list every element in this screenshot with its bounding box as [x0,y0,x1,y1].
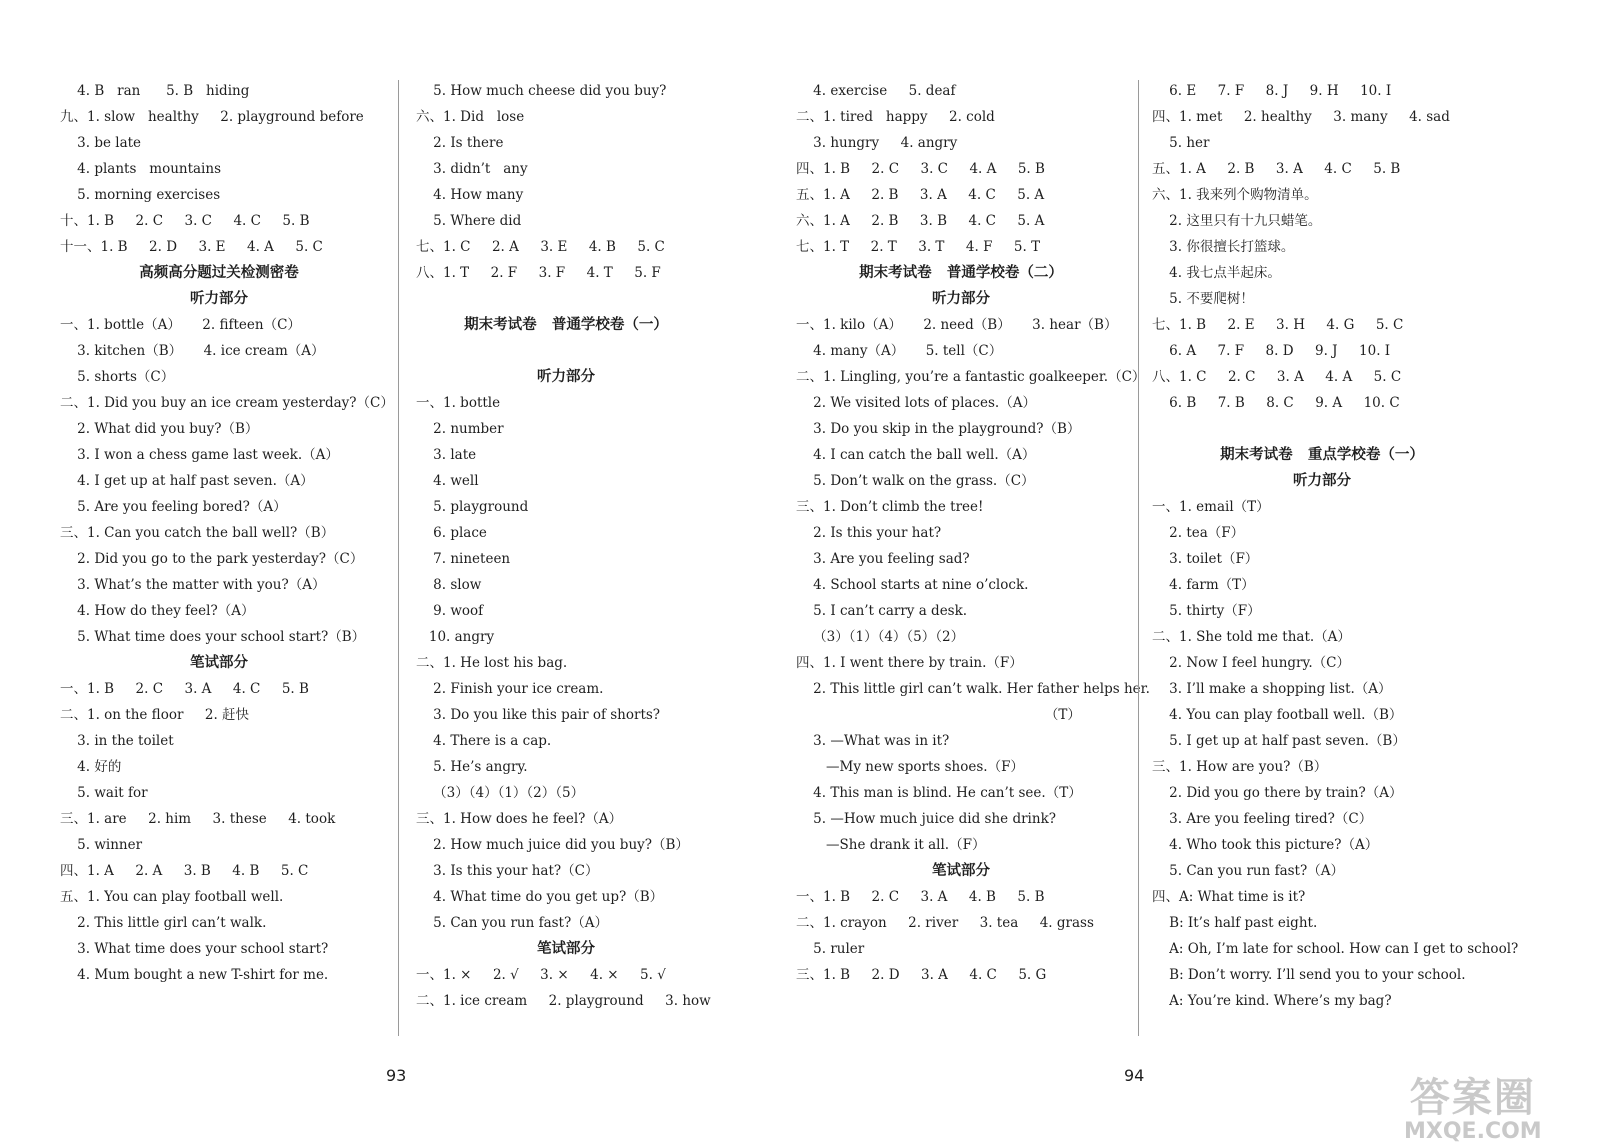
answer-line: 7. nineteen [416,551,511,567]
answer-line: 3. Is this your hat?（C） [416,863,599,879]
answer-line: 5. wait for [60,785,148,801]
answer-line: 5. shorts（C） [60,369,175,385]
answer-line: 3. What’s the matter with you?（A） [60,577,326,593]
answer-line: 五、1. A 2. B 3. A 4. C 5. B [1152,161,1401,177]
answer-line: 十、1. B 2. C 3. C 4. C 5. B [60,213,310,229]
answer-line: 2. Now I feel hungry.（C） [1152,655,1350,671]
answer-line: 二、1. He lost his bag. [416,655,568,671]
answer-line: 4. B ran 5. B hiding [60,83,250,99]
answer-line: 二、1. crayon 2. river 3. tea 4. grass [796,915,1094,931]
answer-line: 5. Are you feeling bored?（A） [60,499,287,515]
answer-line: 一、1. kilo（A） 2. need（B） 3. hear（B） [796,317,1118,333]
answer-line: 4. This man is blind. He can’t see.（T） [796,785,1082,801]
answer-line: 2. What did you buy?（B） [60,421,259,437]
answer-line: 4. How many [416,187,524,203]
answer-line: 一、1. B 2. C 3. A 4. B 5. B [796,889,1045,905]
answer-line: 四、1. I went there by train.（F） [796,655,1023,671]
answer-line: 三、1. are 2. him 3. these 4. took [60,811,336,827]
section-heading: 听力部分 [932,290,990,307]
answer-line: 2. Did you go to the park yesterday?（C） [60,551,364,567]
answer-line [416,338,716,364]
answer-line: 5. Where did [416,213,522,229]
answer-line: 3. Are you feeling tired?（C） [1152,811,1373,827]
answer-line: 3. in the toilet [60,733,174,749]
answer-line: A: You’re kind. Where’s my bag? [1152,993,1392,1009]
answer-line: 四、A: What time is it? [1152,889,1306,905]
answer-line: 二、1. on the floor 2. 赶快 [60,707,250,723]
answer-line: —My new sports shoes.（F） [796,759,1024,775]
answer-line: 4. 我七点半起床。 [1152,265,1281,281]
answer-line: 六、1. 我来列个购物清单。 [1152,187,1318,203]
section-heading: 笔试部分 [932,862,990,879]
section-heading: 听力部分 [537,368,595,385]
answer-line: 4. I get up at half past seven.（A） [60,473,314,489]
answer-line: 八、1. T 2. F 3. F 4. T 5. F [416,265,661,281]
answer-line: 六、1. Did lose [416,109,525,125]
answer-line: 4. Who took this picture?（A） [1152,837,1379,853]
answer-line: 4. 好的 [60,759,122,775]
answer-line: 2. 这里只有十九只蜡笔。 [1152,213,1322,229]
answer-column-1 [60,78,394,988]
section-heading: 高频高分题过关检测密卷 [139,264,299,281]
answer-line: 2. This little girl can’t walk. Her father helps her. [796,681,1150,697]
answer-line: 4. You can play football well.（B） [1152,707,1403,723]
answer-line: A: Oh, I’m late for school. How can I get to school? [1152,941,1519,957]
answer-column-4 [1152,78,1519,1014]
answer-line: 2. We visited lots of places.（A） [796,395,1036,411]
answer-line: 5. Don’t walk on the grass.（C） [796,473,1035,489]
answer-line: 2. tea（F） [1152,525,1245,541]
answer-line [1152,416,1492,442]
answer-line: 5. —How much juice did she drink? [796,811,1056,827]
section-heading: 笔试部分 [537,940,595,957]
answer-line: 2. How much juice did you buy?（B） [416,837,689,853]
answer-line: 4. exercise 5. deaf [796,83,956,99]
answer-line: 2. Did you go there by train?（A） [1152,785,1403,801]
answer-line: （3）（4）（1）（2）（5） [416,785,585,801]
answer-line: 5. I can’t carry a desk. [796,603,968,619]
answer-line: 8. slow [416,577,482,593]
answer-line: 3. toilet（F） [1152,551,1259,567]
answer-line: 5. He’s angry. [416,759,528,775]
answer-line: 四、1. met 2. healthy 3. many 4. sad [1152,109,1450,125]
watermark-logo [1404,1076,1542,1144]
answer-line: 2. Is this your hat? [796,525,942,541]
answer-line: 6. B 7. B 8. C 9. A 10. C [1152,395,1400,411]
answer-line: 五、1. A 2. B 3. A 4. C 5. A [796,187,1045,203]
answer-line: 四、1. A 2. A 3. B 4. B 5. C [60,863,309,879]
answer-line: 三、1. How does he feel?（A） [416,811,623,827]
answer-line: 5. morning exercises [60,187,221,203]
answer-line: 一、1. B 2. C 3. A 4. C 5. B [60,681,309,697]
answer-line: 五、1. You can play football well. [60,889,284,905]
answer-line: 5. I get up at half past seven.（B） [1152,733,1406,749]
answer-line: 2. number [416,421,504,437]
column-divider [1138,80,1139,1036]
answer-line: 4. plants mountains [60,161,221,177]
answer-line: 3. Do you skip in the playground?（B） [796,421,1081,437]
answer-line: 七、1. C 2. A 3. E 4. B 5. C [416,239,665,255]
answer-line: 2. This little girl can’t walk. [60,915,267,931]
answer-line: 5. ruler [796,941,865,957]
answer-line: 3. late [416,447,477,463]
answer-line: 5. her [1152,135,1210,151]
answer-line: 二、1. Lingling, you’re a fantastic goalkeeper.（C） [796,369,1146,385]
answer-line: 三、1. Can you catch the ball well?（B） [60,525,335,541]
answer-line: 3. hungry 4. angry [796,135,958,151]
answer-line: 10. angry [416,629,495,645]
answer-line: 一、1. email（T） [1152,499,1270,515]
column-divider [398,80,399,1036]
answer-line: 3. —What was in it? [796,733,950,749]
answer-line: 5. winner [60,837,143,853]
watermark-en: MXQE.COM [1404,1119,1542,1144]
answer-line: 3. I won a chess game last week.（A） [60,447,339,463]
answer-line: 5. Can you run fast?（A） [1152,863,1344,879]
answer-line: 六、1. A 2. B 3. B 4. C 5. A [796,213,1045,229]
answer-line: 3. be late [60,135,142,151]
answer-line: 九、1. slow healthy 2. playground before [60,109,364,125]
answer-line: 5. thirty（F） [1152,603,1261,619]
answer-line [416,286,716,312]
answer-line: 三、1. B 2. D 3. A 4. C 5. G [796,967,1047,983]
section-heading: 期末考试卷 普通学校卷（二） [859,264,1063,281]
answer-line: 二、1. She told me that.（A） [1152,629,1351,645]
answer-line: 4. Mum bought a new T-shirt for me. [60,967,329,983]
answer-line: 3. Do you like this pair of shorts? [416,707,661,723]
answer-line: 6. A 7. F 8. D 9. J 10. I [1152,343,1391,359]
answer-line: 4. There is a cap. [416,733,552,749]
section-heading: 笔试部分 [190,654,248,671]
answer-line: 七、1. B 2. E 3. H 4. G 5. C [1152,317,1404,333]
answer-line: 3. 你很擅长打篮球。 [1152,239,1295,255]
answer-line: （T） [796,707,1081,723]
answer-line: 三、1. Don’t climb the tree! [796,499,984,515]
answer-line: 二、1. ice cream 2. playground 3. how [416,993,711,1009]
answer-line: 二、1. tired happy 2. cold [796,109,995,125]
answer-line: 4. many（A） 5. tell（C） [796,343,1003,359]
answer-line: （3）（1）（4）（5）（2） [796,629,965,645]
answer-line: 2. Is there [416,135,504,151]
answer-line: 一、1. bottle [416,395,501,411]
answer-line: 二、1. Did you buy an ice cream yesterday?（C） [60,395,394,411]
answer-line: 4. farm（T） [1152,577,1255,593]
answer-line: 4. I can catch the ball well.（A） [796,447,1036,463]
watermark-cn: 答案圈 [1409,1075,1536,1121]
answer-line: 七、1. T 2. T 3. T 4. F 5. T [796,239,1041,255]
answer-line: —She drank it all.（F） [796,837,986,853]
answer-line: 八、1. C 2. C 3. A 4. A 5. C [1152,369,1402,385]
answer-line: 一、1. bottle（A） 2. fifteen（C） [60,317,301,333]
answer-line: 3. Are you feeling sad? [796,551,970,567]
answer-line: 4. How do they feel?（A） [60,603,255,619]
section-heading: 听力部分 [190,290,248,307]
section-heading: 期末考试卷 重点学校卷（一） [1220,446,1424,463]
answer-line: 3. didn’t any [416,161,528,177]
section-heading: 期末考试卷 普通学校卷（一） [464,316,668,333]
answer-line: B: It’s half past eight. [1152,915,1318,931]
answer-column-2 [416,78,716,1014]
answer-line: 2. Finish your ice cream. [416,681,604,697]
answer-line: 5. 不要爬树！ [1152,291,1254,307]
page-number-left: 93 [386,1066,407,1085]
answer-line: 5. playground [416,499,529,515]
answer-line: 十一、1. B 2. D 3. E 4. A 5. C [60,239,323,255]
answer-line: 4. School starts at nine o’clock. [796,577,1029,593]
answer-line: 6. place [416,525,487,541]
answer-line: 一、1. × 2. √ 3. × 4. × 5. √ [416,967,666,983]
page-number-right: 94 [1124,1066,1145,1085]
answer-line: 6. E 7. F 8. J 9. H 10. I [1152,83,1392,99]
answer-line: 4. well [416,473,479,489]
answer-line: B: Don’t worry. I’ll send you to your school. [1152,967,1466,983]
answer-line: 5. What time does your school start?（B） [60,629,366,645]
answer-line: 3. kitchen（B） 4. ice cream（A） [60,343,325,359]
answer-line: 5. Can you run fast?（A） [416,915,608,931]
answer-line: 四、1. B 2. C 3. C 4. A 5. B [796,161,1045,177]
answer-line: 3. I’ll make a shopping list.（A） [1152,681,1392,697]
answer-column-3 [796,78,1150,988]
answer-line: 4. What time do you get up?（B） [416,889,664,905]
section-heading: 听力部分 [1293,472,1351,489]
answer-line: 3. What time does your school start? [60,941,329,957]
answer-line: 9. woof [416,603,484,619]
answer-line: 三、1. How are you?（B） [1152,759,1328,775]
answer-line: 5. How much cheese did you buy? [416,83,667,99]
